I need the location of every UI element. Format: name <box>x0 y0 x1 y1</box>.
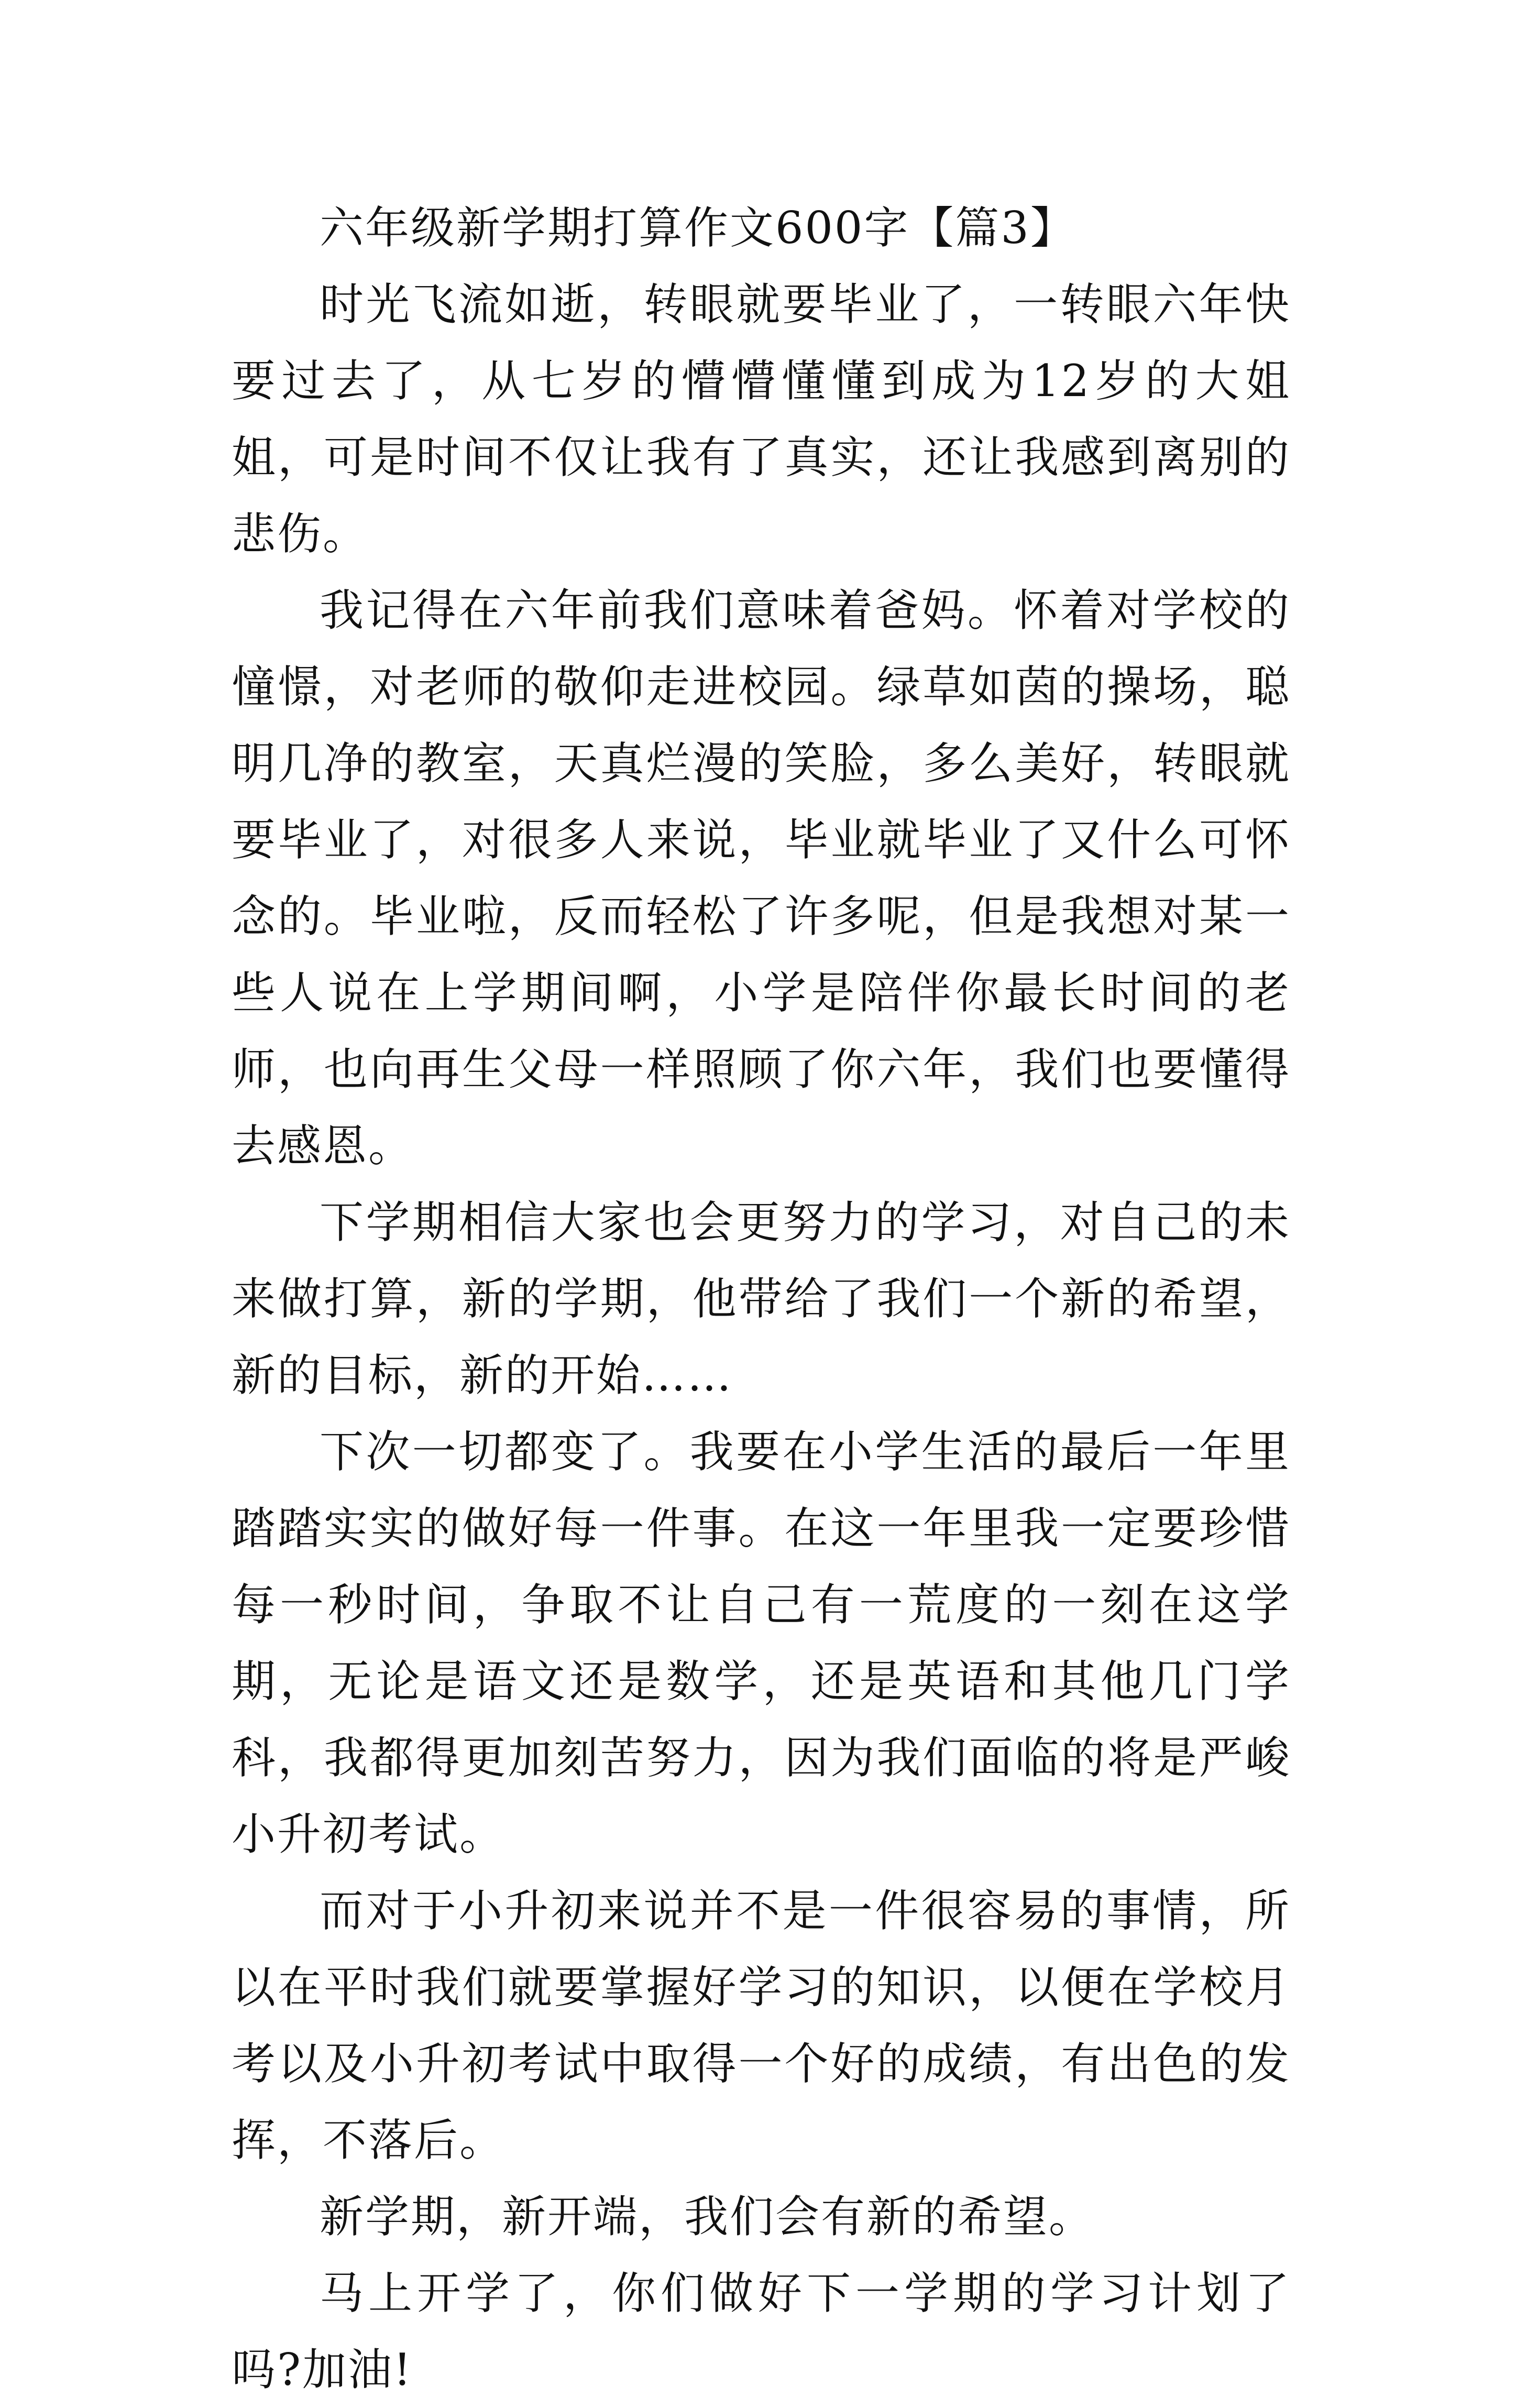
paragraph-5: 而对于小升初来说并不是一件很容易的事情，所以在平时我们就要掌握好学习的知识，以便在学校月考以及小升初考试中取得一个好的成绩，有出色的发挥，不落后。 <box>232 1885 1291 2166</box>
paragraph-7: 马上开学了，你们做好下一学期的学习计划了吗?加油! <box>232 2268 1291 2395</box>
paragraph-2: 我记得在六年前我们意味着爸妈。怀着对学校的憧憬，对老师的敬仰走进校园。绿草如茵的操场，聪明几净的教室，天真烂漫的笑脸，多么美好，转眼就要毕业了，对很多人来说，毕业就毕业了又什么可怀念的。毕业啦，反而轻松了许多呢，但是我想对某一些人说在上学期间啊，小学是陪伴你最长时间的老师，也向再生父母一样照顾了你六年，我们也要懂得去感恩。 <box>232 585 1291 1172</box>
paragraph-1: 时光飞流如逝，转眼就要毕业了，一转眼六年快要过去了，从七岁的懵懵懂懂到成为12岁的大姐姐，可是时间不仅让我有了真实，还让我感到离别的悲伤。 <box>232 279 1291 560</box>
document-body <box>232 190 1291 2408</box>
document-title: 六年级新学期打算作文600字【篇3】 <box>320 202 1076 254</box>
paragraph-3: 下学期相信大家也会更努力的学习，对自己的未来做打算，新的学期，他带给了我们一个新的希望，新的目标，新的开始…… <box>232 1197 1291 1401</box>
paragraph-6: 新学期，新开端，我们会有新的希望。 <box>320 2191 1095 2242</box>
paragraph-4: 下次一切都变了。我要在小学生活的最后一年里踏踏实实的做好每一件事。在这一年里我一定要珍惜每一秒时间，争取不让自己有一荒度的一刻在这学期，无论是语文还是数学，还是英语和其他几门学科，我都得更加刻苦努力，因为我们面临的将是严峻小升初考试。 <box>232 1426 1291 1860</box>
